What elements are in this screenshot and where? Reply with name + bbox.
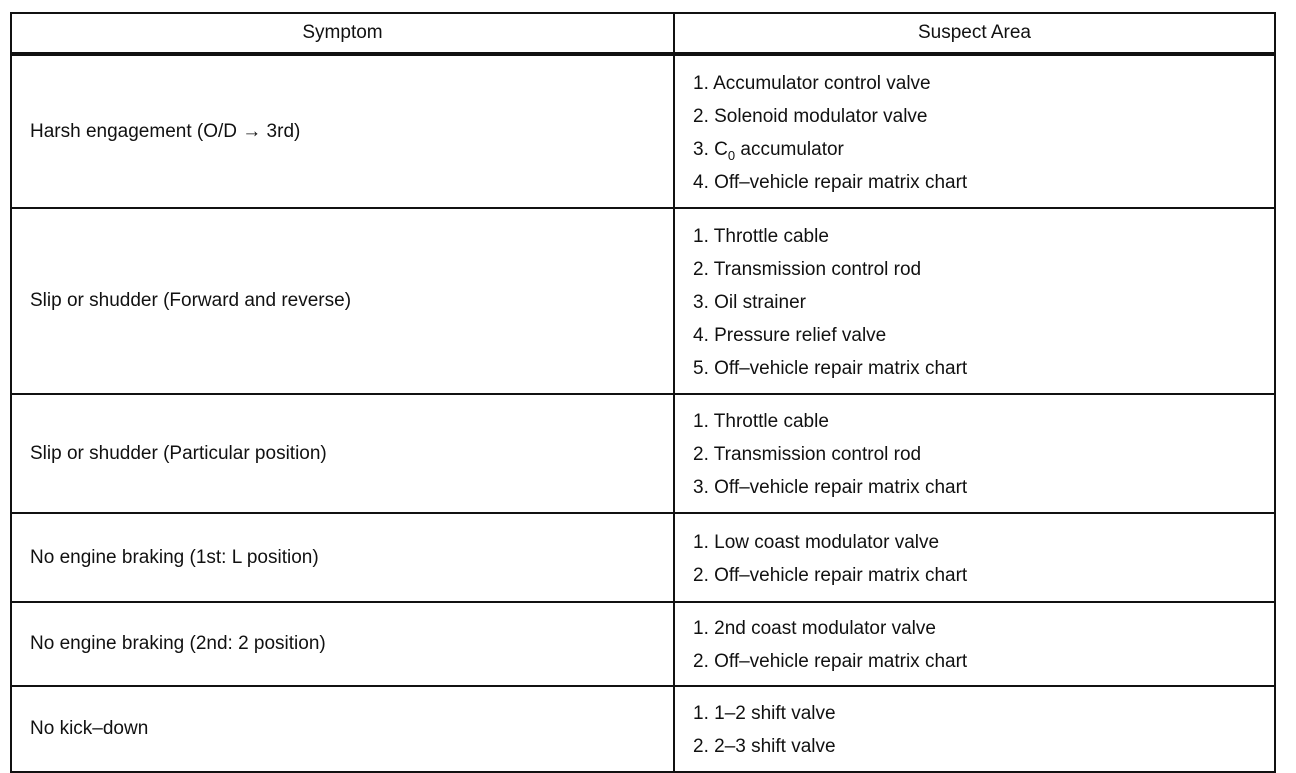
header-suspect-area: Suspect Area: [674, 13, 1275, 54]
suspect-item: 1. 2nd coast modulator valve: [693, 618, 936, 639]
table-row: [11, 208, 1275, 394]
suspect-item: 2. Off–vehicle repair matrix chart: [693, 564, 968, 586]
suspect-item: 1. Throttle cable: [693, 225, 829, 247]
symptom-cell: Harsh engagement (O/D → 3rd): [11, 54, 674, 208]
suspect-item: 1. 1–2 shift valve: [693, 703, 836, 724]
symptom-cell: Slip or shudder (Forward and reverse): [11, 208, 674, 394]
suspect-area-cell: [674, 686, 1275, 772]
suspect-list: [693, 612, 1274, 678]
suspect-list: [693, 526, 1274, 592]
symptom-cell: No engine braking (2nd: 2 position): [11, 602, 674, 686]
suspect-item: 3. $C_0$ accumulator: [693, 138, 844, 163]
suspect-item: 4. Pressure relief valve: [693, 324, 887, 346]
suspect-area-cell: [674, 513, 1275, 602]
table-row: [11, 602, 1275, 686]
table-row: [11, 513, 1275, 602]
table-row: [11, 54, 1275, 208]
suspect-item: 2. Transmission control rod: [693, 444, 922, 465]
suspect-item: 3. Oil strainer: [693, 291, 806, 313]
suspect-list: [693, 220, 1274, 385]
symptom-cell: No engine braking (1st: L position): [11, 513, 674, 602]
suspect-area-cell: [674, 54, 1275, 208]
suspect-list: [693, 67, 1274, 199]
suspect-item: 1. Throttle cable: [693, 411, 829, 432]
table-row: [11, 686, 1275, 772]
suspect-area-cell: [674, 394, 1275, 513]
header-row: [11, 13, 1275, 54]
suspect-item: 2. Transmission control rod: [693, 258, 922, 280]
symptom-cell: No kick–down: [11, 686, 674, 772]
suspect-item: 1. Accumulator control valve: [693, 72, 931, 94]
symptom-matrix-table: [10, 12, 1276, 773]
header-symptom: Symptom: [11, 13, 674, 54]
suspect-item: 2. Off–vehicle repair matrix chart: [693, 651, 968, 672]
suspect-item: 2. 2–3 shift valve: [693, 736, 836, 757]
suspect-item: 1. Low coast modulator valve: [693, 531, 940, 553]
suspect-item: 2. Solenoid modulator valve: [693, 105, 928, 127]
suspect-area-cell: [674, 208, 1275, 394]
suspect-item: 3. Off–vehicle repair matrix chart: [693, 477, 968, 498]
suspect-item: 5. Off–vehicle repair matrix chart: [693, 357, 968, 379]
suspect-area-cell: [674, 602, 1275, 686]
suspect-item: 4. Off–vehicle repair matrix chart: [693, 171, 968, 193]
suspect-list: [693, 405, 1274, 504]
suspect-list: [693, 697, 1274, 763]
table-row: [11, 394, 1275, 513]
symptom-cell: Slip or shudder (Particular position): [11, 394, 674, 513]
